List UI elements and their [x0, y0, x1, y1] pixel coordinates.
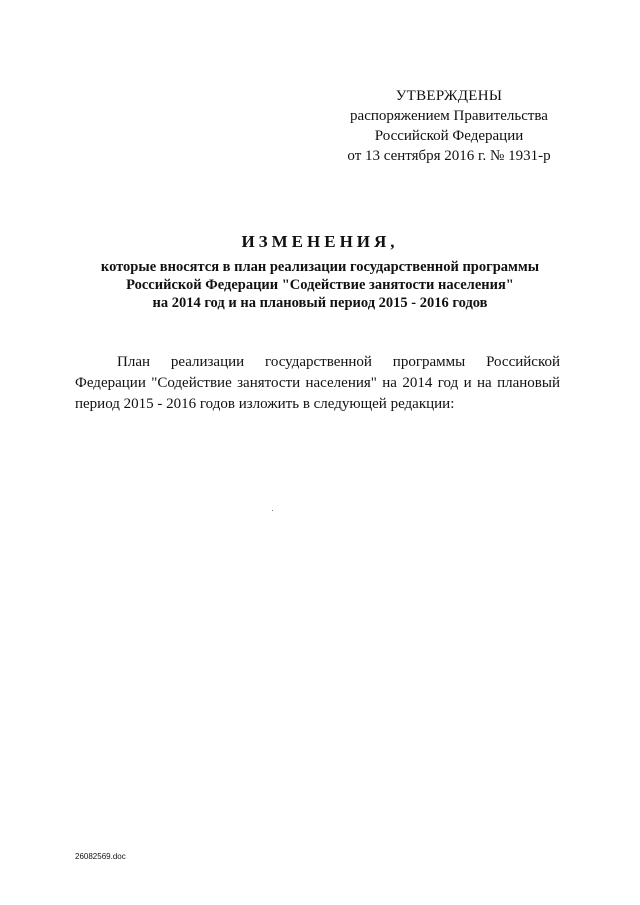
body-paragraph: План реализации государственной программы Российской Федерации "Содействие занятости населения" на 2014 год и на плановый период 2015 - 2016 годов изложить в следующей редакции: [75, 354, 560, 412]
footer-filename: 26082569.doc [75, 852, 126, 861]
approval-block [330, 86, 568, 166]
heading-subtitle-1: которые вносятся в план реализации государственной программы [100, 259, 540, 275]
heading-subtitle-3: на 2014 год и на плановый период 2015 - 2016 годов [152, 295, 488, 311]
heading-main: ИЗМЕНЕНИЯ, [241, 232, 399, 251]
stray-dot [272, 510, 273, 511]
approval-title: УТВЕРЖДЕНЫ [395, 88, 503, 104]
approval-line-3: от 13 сентября 2016 г. № 1931-р [347, 148, 551, 164]
approval-line-1: распоряжением Правительства [350, 108, 548, 124]
approval-line-2: Российской Федерации [374, 128, 524, 144]
document-heading [60, 230, 580, 312]
heading-subtitle-2: Российской Федерации "Содействие занятости населения" [126, 277, 514, 293]
